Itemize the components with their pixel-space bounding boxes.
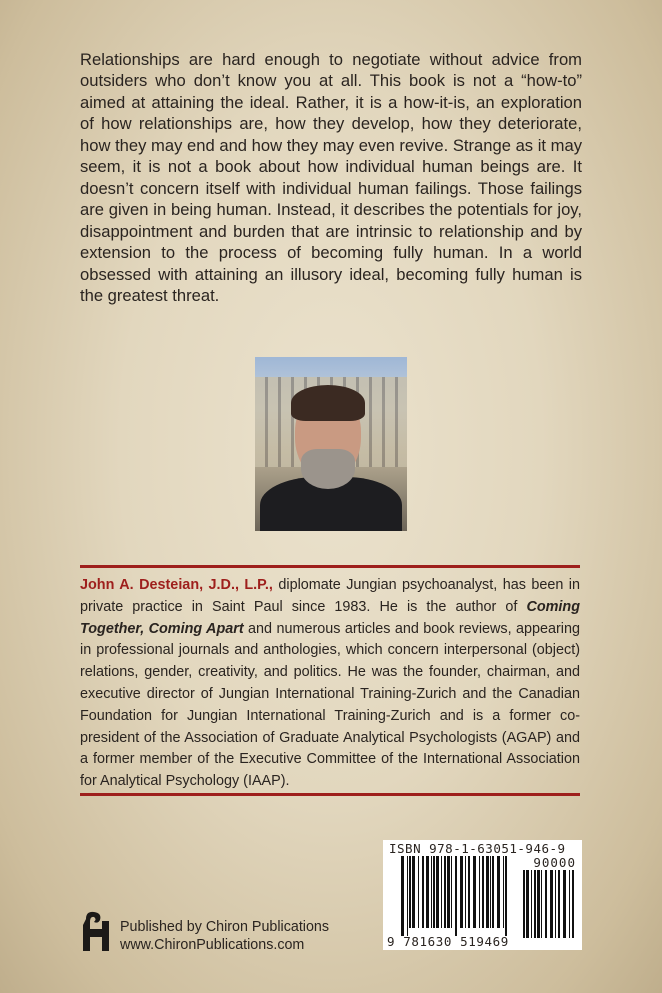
barcode-bar <box>482 856 484 928</box>
back-cover-blurb: Relationships are hard enough to negotiate without advice from outsiders who don’t know you at all. This book is not a “how-to” aimed at attaining the ideal. Rather, it is a how-it-is, an exploration of how relationships are, how they develop, how they deteriorate, how they may end and how they may even revive. Strange as it may seem, it is not a book about how individual human beings are. It doesn’t concern itself with individual human failings. Those failings are given in being human. Instead, it describes the potentials for joy, disappointment and burden that are intrinsic to relationship and by extension to the process of becoming fully human. In a world obsessed with attaining an illusory ideal, becoming fully human is the greatest threat. <box>80 50 582 305</box>
price-code: 90000 <box>533 855 576 870</box>
price-barcode-bars <box>523 870 575 946</box>
barcode-bar <box>447 856 450 928</box>
author-name: John A. Desteian, J.D., L.P., <box>80 577 273 593</box>
barcode-bar <box>486 856 489 928</box>
barcode-bar <box>412 856 415 928</box>
barcode-bar <box>563 870 566 938</box>
barcode-bar <box>492 856 494 928</box>
barcode-bar <box>441 856 442 928</box>
bio-text: and numerous articles and book reviews, appearing in professional journals and anthologies, which concern interpersonal (object) relations, gender, creativity, and politics. He was the founder, chairman, and executive director of Jungian International Training-Zurich and the Canadian Foundation for Jungian International Training-Zurich and is a former co-president of the Association of Graduate Analytical Psychologists (AGAP) and a former member of the Executive Committee of the International Association for Analytical Psychology (IAAP). <box>80 620 581 790</box>
book-title: Coming Together, Coming Apart <box>80 598 580 637</box>
barcode-bar <box>572 870 574 938</box>
barcode-bar <box>550 870 553 938</box>
barcode-bars <box>401 856 509 936</box>
barcode-bar <box>505 856 507 936</box>
publisher-info <box>120 918 329 954</box>
isbn-text: ISBN 978-1-63051-946-9 <box>389 841 566 856</box>
barcode-bar <box>468 856 470 928</box>
barcode-bar <box>422 856 424 928</box>
barcode-bar <box>503 856 504 928</box>
bio-text: diplomate Jungian psychoanalyst, has been in private practice in Saint Paul since 1983. He is the author of <box>80 577 580 615</box>
barcode-bar <box>569 870 570 938</box>
author-photo <box>255 357 407 531</box>
isbn-barcode <box>383 840 582 950</box>
barcode-bar <box>465 856 466 928</box>
barcode-bar <box>418 856 419 928</box>
barcode-bar <box>473 856 476 928</box>
barcode-bar <box>479 856 480 928</box>
chiron-logo-icon <box>82 911 110 951</box>
barcode-bar <box>558 870 560 938</box>
divider-top <box>80 565 580 568</box>
barcode-bar <box>431 856 432 928</box>
barcode-bar <box>534 870 536 938</box>
barcode-bar <box>407 856 408 936</box>
barcode-bar <box>523 870 525 938</box>
barcode-bar <box>526 870 529 938</box>
author-bio <box>80 575 580 793</box>
publisher-url[interactable]: www.ChironPublications.com <box>120 937 305 953</box>
barcode-bar <box>555 870 556 938</box>
barcode-bar <box>545 870 547 938</box>
barcode-bar <box>444 856 446 928</box>
barcode-bar <box>401 856 404 936</box>
barcode-bar <box>460 856 463 928</box>
divider-bottom <box>80 793 580 796</box>
publisher-name: Published by Chiron Publications <box>120 919 330 935</box>
barcode-bar <box>537 870 540 938</box>
barcode-bar <box>531 870 532 938</box>
barcode-bar <box>426 856 429 928</box>
barcode-bar <box>433 856 435 928</box>
barcode-bar <box>436 856 439 928</box>
barcode-digits: 9 781630 519469 <box>387 934 509 949</box>
barcode-bar <box>490 856 491 928</box>
barcode-bar <box>451 856 452 928</box>
barcode-bar <box>541 870 542 938</box>
barcode-bar <box>497 856 500 928</box>
barcode-bar <box>455 856 457 936</box>
barcode-bar <box>409 856 411 928</box>
